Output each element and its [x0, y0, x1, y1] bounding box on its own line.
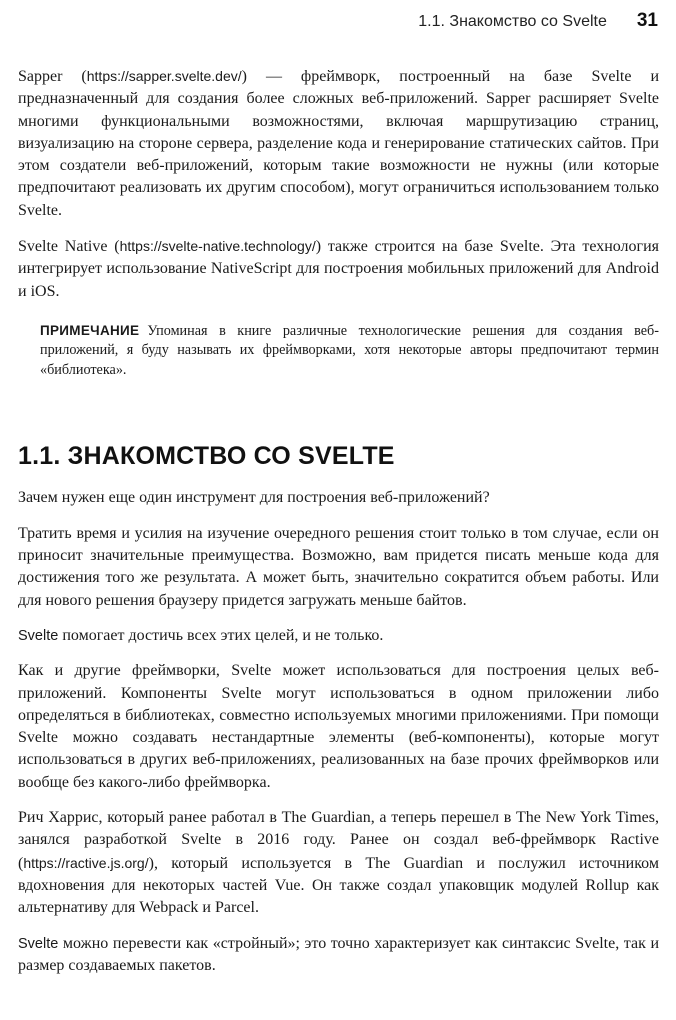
sapper-url: https://sapper.svelte.dev/	[86, 68, 242, 84]
note-block	[40, 321, 659, 381]
paragraph-sapper: Sapper (https://sapper.svelte.dev/) — фреймворк, построенный на базе Svelte и предназначенный для создания более сложных веб-приложений. Sapper расширяет Svelte многими функциональными возможностями, включая маршрутизацию страниц, визуализацию на стороне сервера, разделение кода и генерирование статических сайтов. При этом создатели веб-приложений, которым такие возможности не нужны (или которые предпочитают реализовать их другим способом), могут ограничиться использованием только Svelte.	[18, 68, 660, 219]
svelte-native-text: также строится на базе Svelte. Эта технология интегрирует использование NativeScript для построения мобильных приложений для Android и iOS.	[18, 238, 660, 300]
sapper-text: — фреймворк, построенный на базе Svelte и предназначенный для создания более сложных веб-приложений. Sapper расширяет Svelte многими функциональными возможностями, включая маршрутизацию страниц, визуализацию на стороне сервера, разделение кода и генерирование статических сайтов. При этом создатели веб-приложений, которым такие возможности не нужны (или которые предпочитают реализовать их другим способом), могут ограничиться использованием только Svelte.	[18, 68, 660, 219]
goals-text: помогает достичь всех этих целей, и не только.	[62, 626, 384, 644]
sapper-name: Sapper	[18, 68, 63, 85]
paragraph-benefits: Тратить время и усилия на изучение очередного решения стоит только в том случае, если он приносит значительные преимущества. Возможно, вам придется писать меньше кода для достижения того же результата. А может быть, значительно сократится объем работы. Или для нового решения браузеру придется загружать меньше байтов.	[18, 524, 659, 609]
section-heading: 1.1. ЗНАКОМСТВО СО SVELTE	[18, 442, 395, 471]
running-title: 1.1. Знакомство со Svelte	[418, 13, 607, 30]
meaning-text: можно перевести как «стройный»; это точно характеризует как синтаксис Svelte, так и размер создаваемых пакетов.	[18, 934, 660, 974]
ractive-url: https://ractive.js.org/	[23, 854, 149, 871]
paragraph-svelte-native: Svelte Native (https://svelte-native.technology/) также строится на базе Svelte. Эта технология интегрирует использование NativeScript для построения мобильных приложений для Android и iOS.	[18, 238, 660, 300]
paragraph-goals	[18, 625, 659, 647]
running-header	[418, 10, 658, 32]
note-label: ПРИМЕЧАНИЕ	[40, 322, 140, 338]
page-number: 31	[636, 10, 658, 31]
svelte-name-2: Svelte	[18, 935, 59, 952]
paragraph-why: Зачем нужен еще один инструмент для построения веб-приложений?	[18, 489, 490, 507]
paragraph-components: Как и другие фреймворки, Svelte может использоваться для построения целых веб-приложений. Компоненты Svelte могут использоваться в одном приложении либо определяться в библиотеках, совместно используемых многими приложениями. При помощи Svelte можно создавать нестандартные элементы (веб-компоненты), которые могут использоваться в других веб-приложениях, реализованных на базе прочих фреймворков или вообще без какого-либо фреймворка.	[18, 662, 659, 791]
svelte-native-url: https://svelte-native.technology/	[119, 238, 316, 255]
page-content	[18, 65, 659, 990]
note-text: Упоминая в книге различные технологические решения для создания веб-приложений, я буду называть их фреймворками, хотя некоторые авторы предпочитают термин «библиотека».	[40, 322, 659, 378]
svelte-native-name: Svelte Native	[18, 238, 108, 256]
paragraph-rich-harris: Рич Харрис, который ранее работал в The Guardian, а теперь перешел в The New York Times, занялся разработкой Svelte в 2016 году. Ранее он создал веб-фреймворк Ractive (https://ractive.js.org/), который используется в The Guardian и послужил источником вдохновения для некоторых частей Vue. Он также создал упаковщик модулей Rollup как альтернативу для Webpack и Parcel.	[18, 809, 659, 917]
harris-text-before: Рич Харрис, который ранее работал в The Guardian, а теперь перешел в The New York Times, занялся разработкой Svelte в 2016 году. Ранее он создал веб-фреймворк Ractive	[18, 809, 659, 849]
paragraph-meaning	[18, 933, 659, 978]
harris-text-after: , который используется в The Guardian и послужил источником вдохновения для некоторых частей Vue. Он также создал упаковщик модулей Rollup как альтернативу для Webpack и Parcel.	[18, 854, 659, 917]
svelte-name: Svelte	[18, 627, 59, 644]
